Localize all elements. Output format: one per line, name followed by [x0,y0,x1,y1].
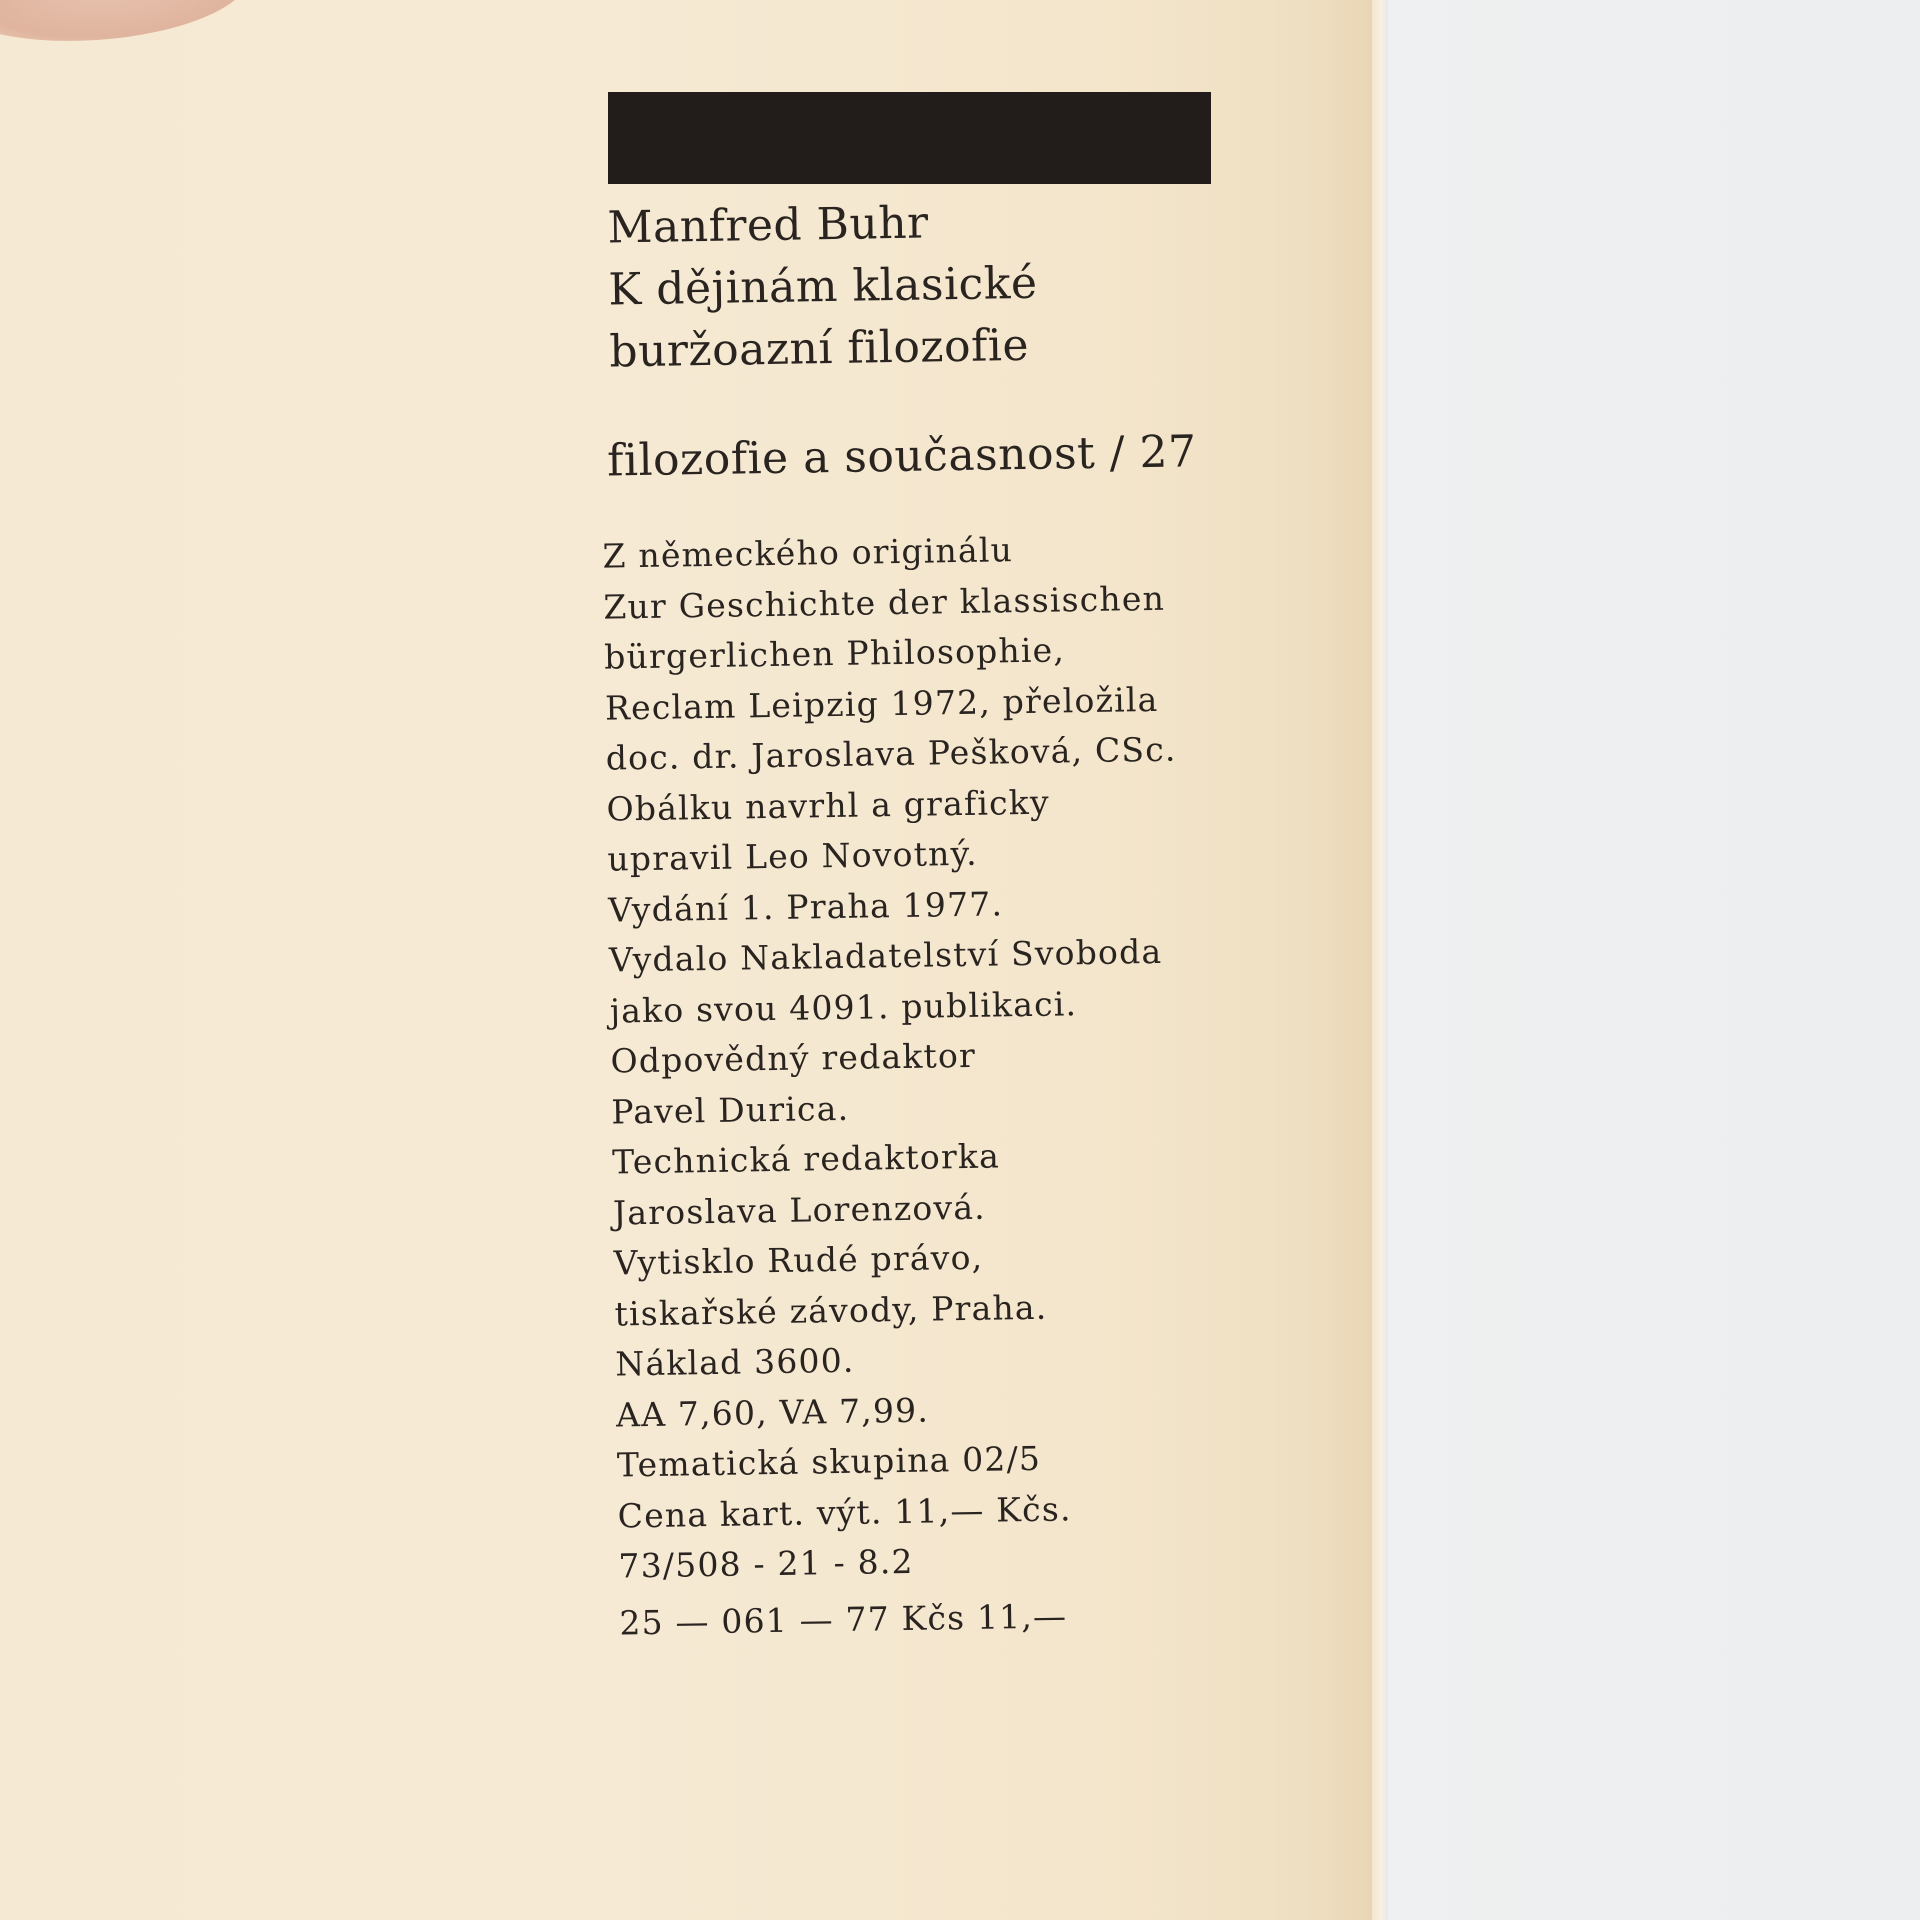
imprint-block [602,522,1215,1648]
imprint-line: Pavel Durica. [611,1088,850,1132]
imprint-line: Náklad 3600. [615,1340,855,1384]
imprint-line: tiskařské závody, Praha. [614,1287,1048,1334]
title-line: buržoazní filozofie [609,319,1030,378]
imprint-line: Zur Geschichte der klassischen [603,578,1166,627]
series-name: filozofie a současnost / 27 [606,426,1197,487]
title-block [607,188,1195,383]
imprint-line: upravil Leo Novotný. [607,833,979,879]
imprint-line: doc. dr. Jaroslava Pešková, CSc. [605,729,1177,778]
imprint-line: bürgerlichen Philosophie, [603,630,1066,677]
imprint-line: Technická redaktorka [611,1136,1001,1182]
imprint-line: Vydání 1. Praha 1977. [607,883,1004,930]
price-code-line: 25 — 061 — 77 Kčs 11,— [619,1595,1068,1642]
imprint-line: Odpovědný redaktor [610,1035,977,1081]
imprint-line: Jaroslava Lorenzová. [612,1187,987,1233]
imprint-line: Vydalo Nakladatelství Svoboda [608,931,1163,980]
imprint-line: Reclam Leipzig 1972, přeložila [604,679,1159,728]
imprint-line: Tematická skupina 02/5 [616,1438,1042,1485]
imprint-line: Cena kart. výt. 11,— Kčs. [617,1488,1072,1535]
imprint-line: jako svou 4091. publikaci. [609,983,1078,1031]
author-name: Manfred Buhr [607,197,930,254]
colophon-text [575,188,1215,1649]
imprint-line: Obálku navrhl a graficky [606,782,1051,829]
black-header-bar [608,92,1211,184]
imprint-line: AA 7,60, VA 7,99. [615,1390,930,1435]
imprint-line: 73/508 - 21 - 8.2 [618,1541,914,1586]
title-line: K dějinám klasické [608,257,1038,316]
imprint-line: Z německého originálu [602,530,1014,576]
imprint-line: Vytisklo Rudé právo, [613,1237,984,1283]
page-edge [1372,0,1388,1920]
